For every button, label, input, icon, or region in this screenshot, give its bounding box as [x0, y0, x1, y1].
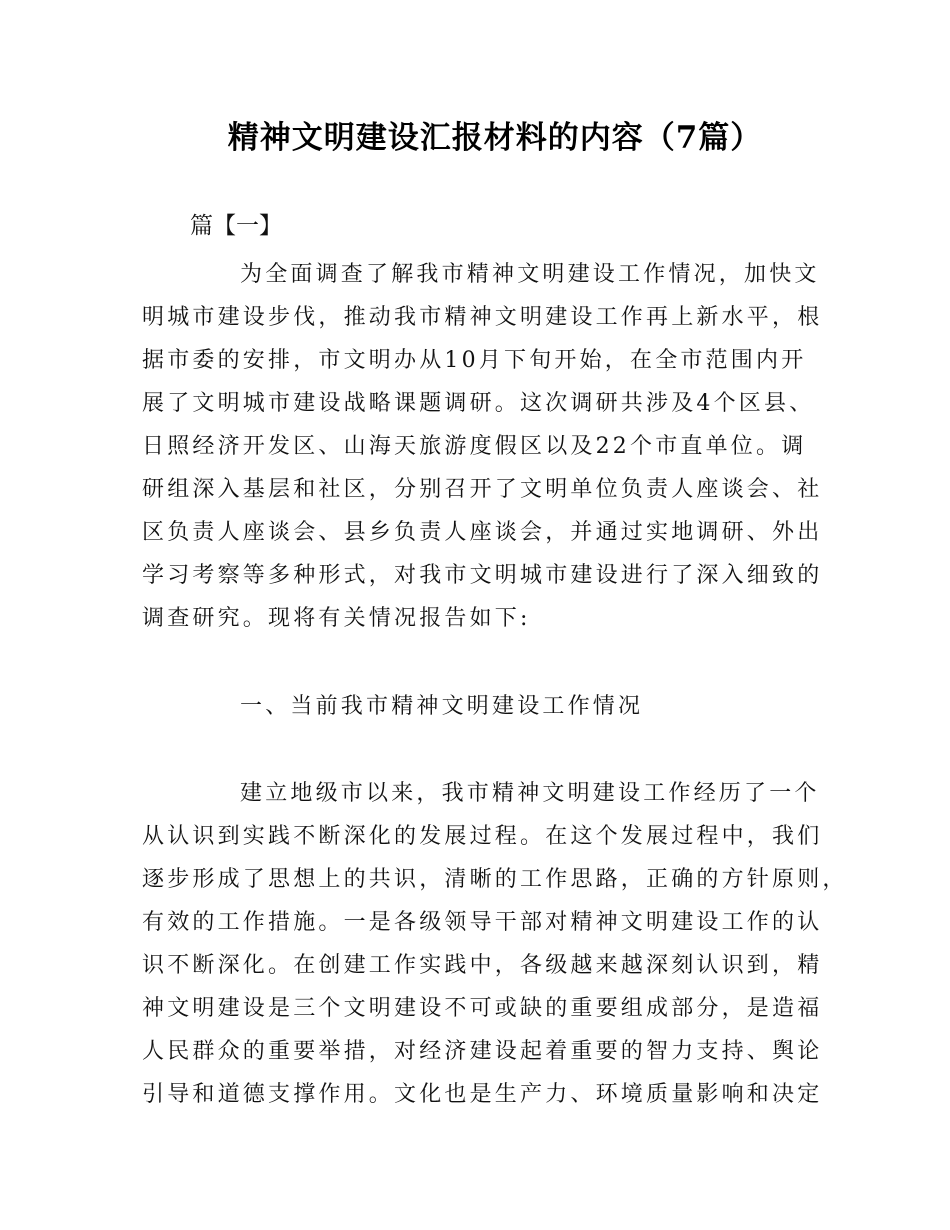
paragraph2-line: 识不断深化。在创建工作实践中，各级越来越深刻认识到，精: [142, 953, 823, 978]
paragraph1-line: 日照经济开发区、山海天旅游度假区以及22个市直单位。调: [142, 434, 807, 459]
paragraph1-line: 明城市建设步伐，推动我市精神文明建设工作再上新水平，根: [142, 305, 823, 330]
paragraph1-line: 为全面调查了解我市精神文明建设工作情况，加快文: [240, 262, 820, 287]
paragraph1-line: 学习考察等多种形式，对我市文明城市建设进行了深入细致的: [142, 563, 823, 588]
document-title: 精神文明建设汇报材料的内容（7篇）: [227, 120, 763, 156]
paragraph1-line: 展了文明城市建设战略课题调研。这次调研共涉及4个区县、: [142, 391, 815, 416]
section-heading: 一、当前我市精神文明建设工作情况: [240, 694, 644, 719]
paragraph1-line: 调查研究。现将有关情况报告如下:: [142, 606, 531, 631]
paragraph1-line: 区负责人座谈会、县乡负责人座谈会，并通过实地调研、外出: [142, 520, 823, 545]
paragraph2-line: 逐步形成了思想上的共识，清晰的工作思路，正确的方针原则，: [142, 867, 848, 892]
paragraph1-line: 研组深入基层和社区，分别召开了文明单位负责人座谈会、社: [142, 477, 823, 502]
section-label: 篇【一】: [190, 213, 282, 239]
paragraph1-line: 据市委的安排，市文明办从10月下旬开始，在全市范围内开: [142, 348, 807, 373]
paragraph2-line: 有效的工作措施。一是各级领导干部对精神文明建设工作的认: [142, 910, 823, 935]
paragraph2-line: 神文明建设是三个文明建设不可或缺的重要组成部分，是造福: [142, 996, 823, 1021]
paragraph2-line: 引导和道德支撑作用。文化也是生产力、环境质量影响和决定: [142, 1082, 823, 1107]
paragraph2-line: 建立地级市以来，我市精神文明建设工作经历了一个: [240, 781, 820, 806]
paragraph2-line: 人民群众的重要举措，对经济建设起着重要的智力支持、舆论: [142, 1039, 823, 1064]
paragraph2-line: 从认识到实践不断深化的发展过程。在这个发展过程中，我们: [142, 824, 823, 849]
